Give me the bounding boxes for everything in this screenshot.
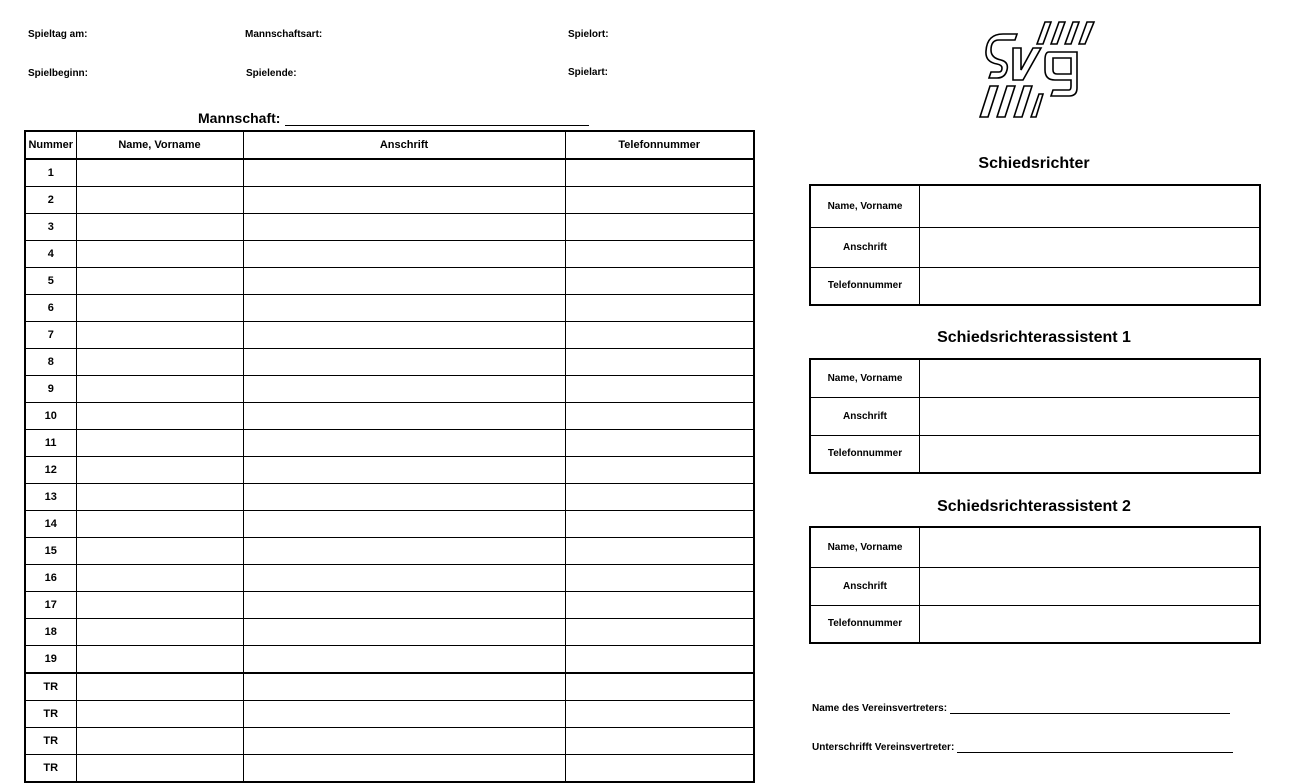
table-row xyxy=(25,241,754,268)
phone-cell[interactable] xyxy=(565,619,754,646)
row-number: 17 xyxy=(25,592,76,619)
column-header-phone: Telefonnummer xyxy=(565,131,754,159)
phone-cell[interactable] xyxy=(565,403,754,430)
phone-cell[interactable] xyxy=(565,322,754,349)
representative-name-label: Name des Vereinsvertreters: xyxy=(812,703,948,714)
name-cell[interactable] xyxy=(76,484,243,511)
address-cell[interactable] xyxy=(243,403,565,430)
address-cell[interactable] xyxy=(243,322,565,349)
assistant-1-table xyxy=(809,358,1261,474)
name-cell[interactable] xyxy=(76,322,243,349)
name-cell[interactable] xyxy=(76,376,243,403)
svg-club-logo-icon xyxy=(975,18,1100,122)
table-row xyxy=(25,159,754,187)
row-number: 2 xyxy=(25,187,76,214)
row-number: 4 xyxy=(25,241,76,268)
table-row xyxy=(25,403,754,430)
referee-name-cell[interactable] xyxy=(920,185,1261,227)
phone-cell[interactable] xyxy=(565,511,754,538)
name-cell[interactable] xyxy=(76,728,243,755)
name-cell[interactable] xyxy=(76,430,243,457)
row-number: 7 xyxy=(25,322,76,349)
referee-address-cell[interactable] xyxy=(920,227,1261,267)
assistant-2-title: Schiedsrichterassistent 2 xyxy=(937,498,1131,515)
phone-cell[interactable] xyxy=(565,295,754,322)
match-type-label: Spielart: xyxy=(568,67,609,78)
address-cell[interactable] xyxy=(243,457,565,484)
name-cell[interactable] xyxy=(76,403,243,430)
table-row xyxy=(25,538,754,565)
venue-label: Spielort: xyxy=(568,29,609,40)
address-cell[interactable] xyxy=(243,376,565,403)
phone-cell[interactable] xyxy=(565,268,754,295)
phone-cell[interactable] xyxy=(565,214,754,241)
kickoff-label: Spielbeginn: xyxy=(28,68,88,79)
assistant-2-phone-label: Telefonnummer xyxy=(810,605,920,643)
name-cell[interactable] xyxy=(76,755,243,783)
address-cell[interactable] xyxy=(243,241,565,268)
column-header-number: Nummer xyxy=(25,131,76,159)
address-cell[interactable] xyxy=(243,295,565,322)
phone-cell[interactable] xyxy=(565,484,754,511)
row-number: 19 xyxy=(25,646,76,674)
table-row xyxy=(25,457,754,484)
table-row xyxy=(25,268,754,295)
row-number: 13 xyxy=(25,484,76,511)
assistant-1-name-cell[interactable] xyxy=(920,359,1261,397)
name-cell[interactable] xyxy=(76,673,243,701)
assistant-2-address-cell[interactable] xyxy=(920,567,1261,605)
phone-cell[interactable] xyxy=(565,565,754,592)
end-time-label: Spielende: xyxy=(246,68,297,79)
column-header-address: Anschrift xyxy=(243,131,565,159)
row-number: 8 xyxy=(25,349,76,376)
row-number: 9 xyxy=(25,376,76,403)
address-cell[interactable] xyxy=(243,646,565,674)
referee-address-label: Anschrift xyxy=(810,227,920,267)
address-cell[interactable] xyxy=(243,349,565,376)
players-header-row xyxy=(25,131,754,159)
address-cell[interactable] xyxy=(243,701,565,728)
name-cell[interactable] xyxy=(76,268,243,295)
phone-cell[interactable] xyxy=(565,457,754,484)
address-cell[interactable] xyxy=(243,214,565,241)
team-input-line[interactable] xyxy=(285,112,589,126)
assistant-2-name-label: Name, Vorname xyxy=(810,527,920,567)
row-number: TR xyxy=(25,673,76,701)
phone-cell[interactable] xyxy=(565,538,754,565)
row-number: 1 xyxy=(25,159,76,187)
assistant-2-phone-cell[interactable] xyxy=(920,605,1261,643)
row-number: 18 xyxy=(25,619,76,646)
phone-cell[interactable] xyxy=(565,646,754,674)
table-row xyxy=(25,646,754,674)
address-cell[interactable] xyxy=(243,673,565,701)
assistant-2-table xyxy=(809,526,1261,644)
table-row xyxy=(25,755,754,783)
row-number: 6 xyxy=(25,295,76,322)
row-number: 11 xyxy=(25,430,76,457)
table-row xyxy=(25,701,754,728)
assistant-2-name-cell[interactable] xyxy=(920,527,1261,567)
row-number: TR xyxy=(25,701,76,728)
assistant-1-title: Schiedsrichterassistent 1 xyxy=(937,329,1131,346)
representative-name-line[interactable] xyxy=(950,703,1230,714)
matchday-label: Spieltag am: xyxy=(28,29,88,40)
row-number: 10 xyxy=(25,403,76,430)
address-cell[interactable] xyxy=(243,268,565,295)
name-cell[interactable] xyxy=(76,457,243,484)
assistant-1-name-label: Name, Vorname xyxy=(810,359,920,397)
name-cell[interactable] xyxy=(76,511,243,538)
name-cell[interactable] xyxy=(76,241,243,268)
name-cell[interactable] xyxy=(76,295,243,322)
row-number: 16 xyxy=(25,565,76,592)
name-cell[interactable] xyxy=(76,646,243,674)
address-cell[interactable] xyxy=(243,592,565,619)
referee-phone-label: Telefonnummer xyxy=(810,267,920,305)
address-cell[interactable] xyxy=(243,511,565,538)
phone-cell[interactable] xyxy=(565,755,754,783)
table-row xyxy=(25,565,754,592)
referee-table xyxy=(809,184,1261,306)
representative-name-field xyxy=(812,703,1230,714)
address-cell[interactable] xyxy=(243,755,565,783)
name-cell[interactable] xyxy=(76,538,243,565)
row-number: 3 xyxy=(25,214,76,241)
phone-cell[interactable] xyxy=(565,159,754,187)
row-number: TR xyxy=(25,755,76,783)
name-cell[interactable] xyxy=(76,159,243,187)
assistant-2-address-label: Anschrift xyxy=(810,567,920,605)
address-cell[interactable] xyxy=(243,538,565,565)
name-cell[interactable] xyxy=(76,619,243,646)
name-cell[interactable] xyxy=(76,565,243,592)
phone-cell[interactable] xyxy=(565,349,754,376)
row-number: 14 xyxy=(25,511,76,538)
team-label: Mannschaft: xyxy=(198,110,281,126)
row-number: 15 xyxy=(25,538,76,565)
table-row xyxy=(25,295,754,322)
referee-phone-cell[interactable] xyxy=(920,267,1261,305)
representative-signature-line[interactable] xyxy=(957,742,1233,753)
phone-cell[interactable] xyxy=(565,430,754,457)
table-row xyxy=(25,430,754,457)
row-number: 12 xyxy=(25,457,76,484)
address-cell[interactable] xyxy=(243,159,565,187)
phone-cell[interactable] xyxy=(565,187,754,214)
address-cell[interactable] xyxy=(243,728,565,755)
table-row xyxy=(25,673,754,701)
table-row xyxy=(25,511,754,538)
table-row xyxy=(25,728,754,755)
name-cell[interactable] xyxy=(76,214,243,241)
column-header-name: Name, Vorname xyxy=(76,131,243,159)
assistant-1-address-label: Anschrift xyxy=(810,397,920,435)
referee-name-label: Name, Vorname xyxy=(810,185,920,227)
phone-cell[interactable] xyxy=(565,241,754,268)
table-row xyxy=(25,214,754,241)
representative-signature-label: Unterschrifft Vereinsvertreter: xyxy=(812,742,955,753)
players-table xyxy=(24,130,755,783)
table-row xyxy=(25,619,754,646)
address-cell[interactable] xyxy=(243,565,565,592)
team-field xyxy=(198,110,589,126)
assistant-1-phone-cell[interactable] xyxy=(920,435,1261,473)
table-row xyxy=(25,376,754,403)
row-number: TR xyxy=(25,728,76,755)
table-row xyxy=(25,349,754,376)
address-cell[interactable] xyxy=(243,484,565,511)
phone-cell[interactable] xyxy=(565,592,754,619)
table-row xyxy=(25,592,754,619)
row-number: 5 xyxy=(25,268,76,295)
table-row xyxy=(25,484,754,511)
phone-cell[interactable] xyxy=(565,728,754,755)
table-row xyxy=(25,187,754,214)
address-cell[interactable] xyxy=(243,430,565,457)
phone-cell[interactable] xyxy=(565,673,754,701)
name-cell[interactable] xyxy=(76,187,243,214)
phone-cell[interactable] xyxy=(565,376,754,403)
team-type-label: Mannschaftsart: xyxy=(245,29,323,40)
assistant-1-phone-label: Telefonnummer xyxy=(810,435,920,473)
table-row xyxy=(25,322,754,349)
address-cell[interactable] xyxy=(243,619,565,646)
referee-title: Schiedsrichter xyxy=(978,155,1090,172)
name-cell[interactable] xyxy=(76,701,243,728)
name-cell[interactable] xyxy=(76,349,243,376)
name-cell[interactable] xyxy=(76,592,243,619)
phone-cell[interactable] xyxy=(565,701,754,728)
address-cell[interactable] xyxy=(243,187,565,214)
assistant-1-address-cell[interactable] xyxy=(920,397,1261,435)
players-body xyxy=(25,159,754,782)
representative-signature-field xyxy=(812,742,1233,753)
